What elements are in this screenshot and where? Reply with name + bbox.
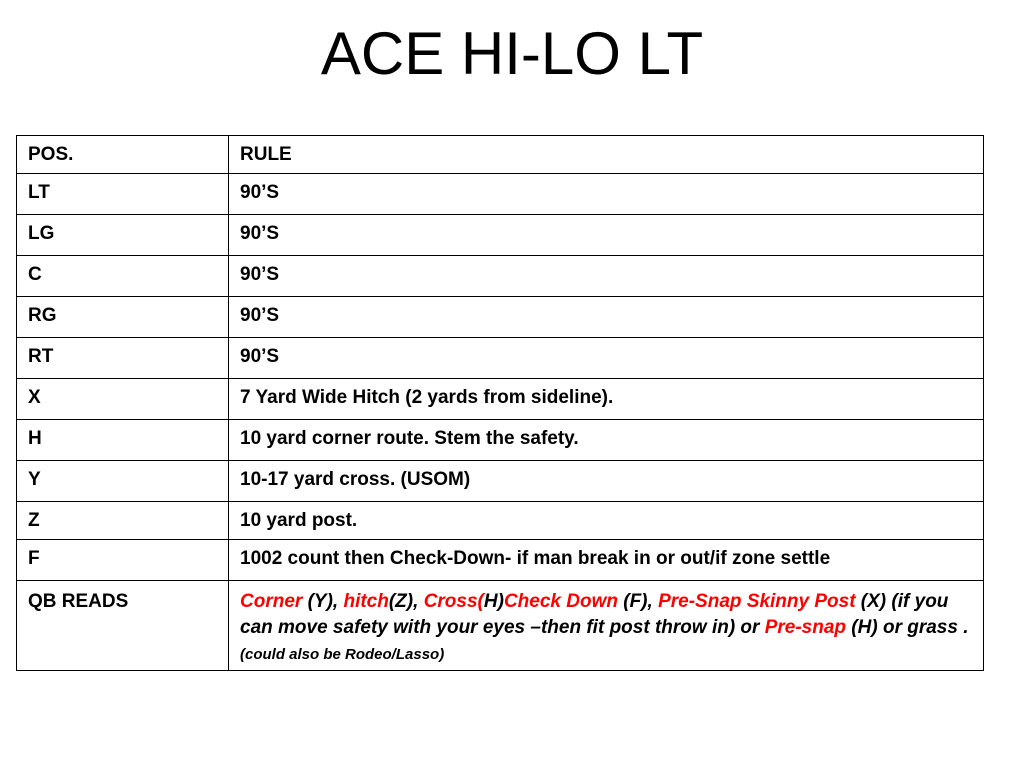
header-rule: RULE [229,136,984,174]
pos-cell: H [17,420,229,461]
rule-cell: 7 Yard Wide Hitch (2 yards from sideline). [229,379,984,420]
read-text: (X) (if you can move safety with your eyes –then fit post throw in) or [240,591,949,638]
read-text: (H) or grass . [846,617,969,638]
rule-cell: 1002 count then Check-Down- if man break in or out/if zone settle [229,540,984,581]
pos-cell: X [17,379,229,420]
table-row [17,420,984,461]
table-header-row [17,136,984,174]
read-skinny-post: Pre-Snap Skinny Post [658,591,856,612]
table-row [17,256,984,297]
pos-cell: RT [17,338,229,379]
slide-title: ACE HI-LO LT [320,20,704,87]
read-text: (Z), [388,591,424,612]
rule-cell: 90’S [229,215,984,256]
read-corner: Corner [240,591,303,612]
rule-cell: 10-17 yard cross. (USOM) [229,461,984,502]
rule-cell: 90’S [229,256,984,297]
rule-cell: 90’S [229,297,984,338]
table-row [17,540,984,581]
table-row [17,379,984,420]
rule-cell: 90’S [229,338,984,379]
read-check-down: Check Down [503,591,618,612]
table-row [17,174,984,215]
table-row [17,297,984,338]
table-row [17,461,984,502]
qb-reads-row [17,581,984,671]
rules-table [16,135,984,671]
pos-cell: RG [17,297,229,338]
read-pre-snap: Pre-snap [764,617,847,638]
pos-cell: Y [17,461,229,502]
pos-cell: F [17,540,229,581]
qb-reads-cell [229,581,984,671]
read-cross: Cross( [423,591,484,612]
rule-cell: 10 yard post. [229,502,984,540]
read-text: (F), [617,591,659,612]
read-text: (Y), [302,591,344,612]
rule-cell: 90’S [229,174,984,215]
pos-cell: Z [17,502,229,540]
pos-cell: C [17,256,229,297]
table-row [17,215,984,256]
pos-cell: LT [17,174,229,215]
header-pos: POS. [17,136,229,174]
pos-cell: QB READS [17,581,229,671]
table-row [17,338,984,379]
rule-cell: 10 yard corner route. Stem the safety. [229,420,984,461]
read-note: (could also be Rodeo/Lasso) [240,646,445,663]
pos-cell: LG [17,215,229,256]
read-hitch: hitch [343,591,389,612]
read-text: H) [483,591,504,612]
table-row [17,502,984,540]
